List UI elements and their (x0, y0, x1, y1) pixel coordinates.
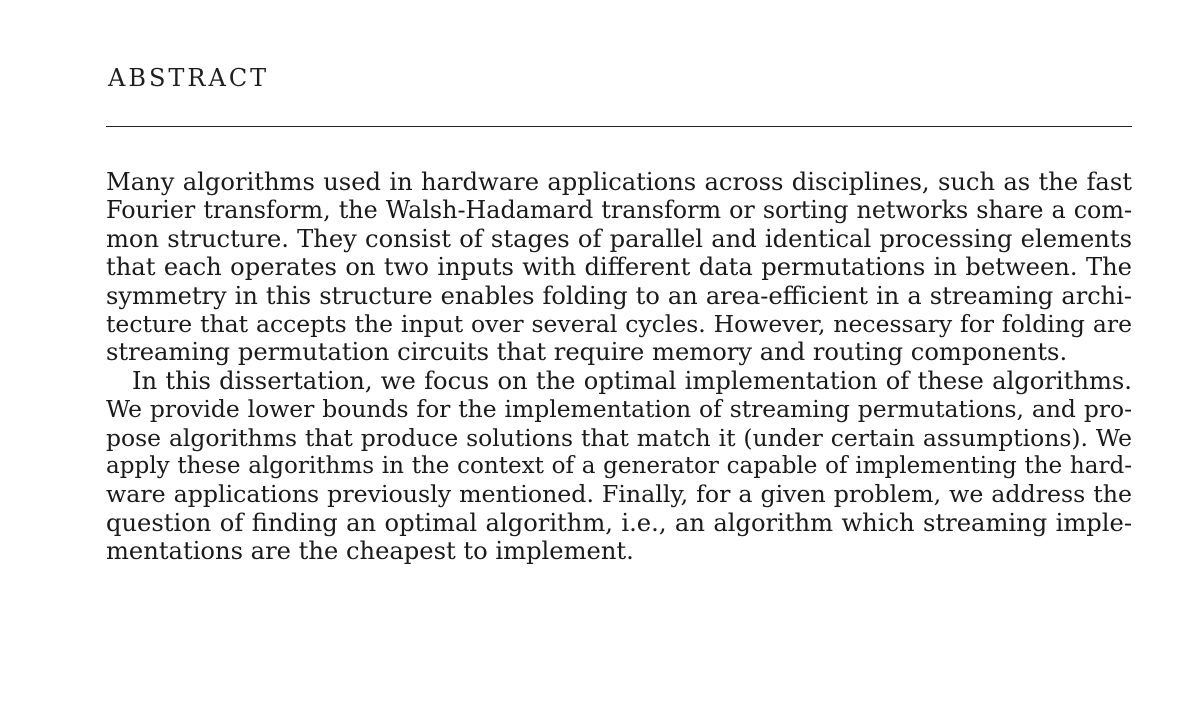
text-line: Fourier transform, the Walsh-Hadamard transform or sorting networks share a com- (106, 196, 1132, 225)
text-line: pose algorithms that produce solutions that match it (under certain assumptions). We (106, 423, 1132, 452)
paragraph-2 (106, 367, 1132, 566)
section-heading: ABSTRACT (108, 64, 270, 92)
text-line: symmetry in this structure enables folding to an area-efficient in a streaming archi- (106, 281, 1132, 310)
paragraph-1 (106, 168, 1132, 367)
text-line: We provide lower bounds for the implementation of streaming permutations, and pro- (106, 395, 1132, 424)
text-line: In this dissertation, we focus on the optimal implementation of these algorithms. (132, 366, 1132, 395)
text-line: ware applications previously mentioned. Finally, for a given problem, we address the (106, 480, 1132, 509)
abstract-body (106, 168, 1132, 566)
text-line: that each operates on two inputs with different data permutations in between. The (106, 253, 1132, 282)
heading-rule (106, 126, 1132, 127)
text-line: Many algorithms used in hardware applications across disciplines, such as the fast (106, 168, 1132, 196)
text-line: mentations are the cheapest to implement. (106, 537, 634, 566)
text-line: streaming permutation circuits that require memory and routing components. (106, 338, 1068, 367)
text-line: question of finding an optimal algorithm, i.e., an algorithm which streaming imple- (106, 508, 1132, 537)
text-line: mon structure. They consist of stages of parallel and identical processing elements (106, 224, 1132, 253)
text-line: apply these algorithms in the context of a generator capable of implementing the hard- (106, 453, 1132, 480)
text-line: tecture that accepts the input over several cycles. However, necessary for folding are (106, 310, 1132, 339)
